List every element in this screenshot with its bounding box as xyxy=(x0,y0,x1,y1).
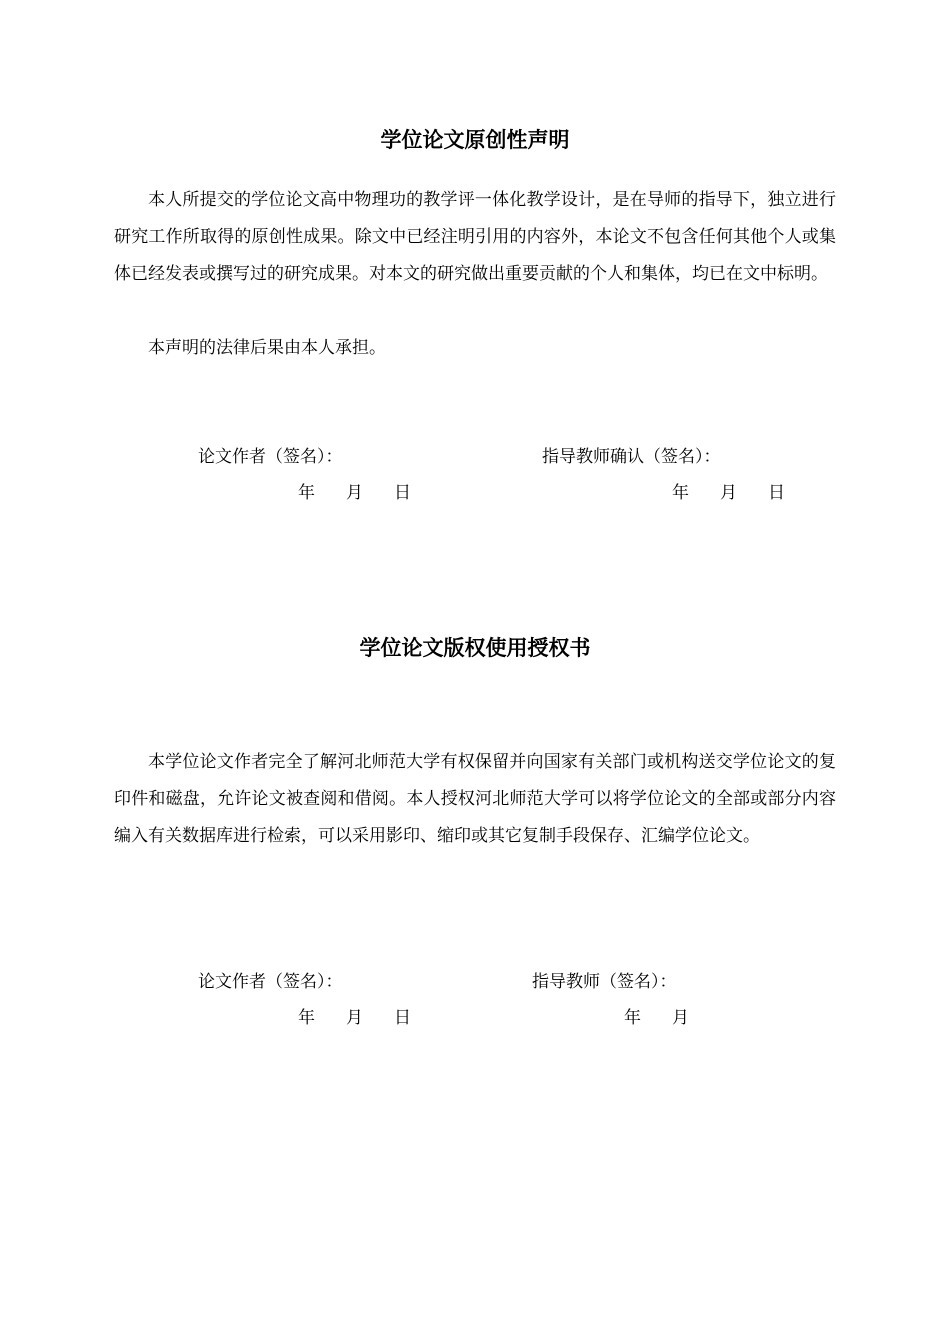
declaration-title: 学位论文原创性声明 xyxy=(380,128,570,152)
date-day: 日 xyxy=(394,483,411,503)
authorization-author-signature-label: 论文作者（签名）： xyxy=(198,972,343,992)
authorization-paragraph: 本学位论文作者完全了解河北师范大学有权保留并向国家有关部门或机构送交学位论文的复印件和磁盘，允许论文被查阅和借阅。本人授权河北师范大学可以将学位论文的全部或部分内容编入有关数据库进行检索，可以采用影印、缩印或其它复制手段保存、汇编学位论文。 xyxy=(114,752,836,846)
date-year: 年 xyxy=(624,1008,641,1028)
declaration-author-signature-label: 论文作者（签名）： xyxy=(198,447,343,467)
date-day: 日 xyxy=(394,1008,411,1028)
date-year: 年 xyxy=(298,483,315,503)
date-year: 年 xyxy=(672,483,689,503)
declaration-paragraph: 本人所提交的学位论文高中物理功的教学评一体化教学设计，是在导师的指导下，独立进行研究工作所取得的原创性成果。除文中已经注明引用的内容外，本论文不包含任何其他个人或集体已经发表或撰写过的研究成果。对本文的研究做出重要贡献的个人和集体，均已在文中标明。 xyxy=(114,190,836,284)
date-month: 月 xyxy=(672,1008,689,1028)
date-month: 月 xyxy=(346,1008,363,1028)
date-month: 月 xyxy=(346,483,363,503)
authorization-title: 学位论文版权使用授权书 xyxy=(359,636,591,660)
declaration-liability-paragraph: 本声明的法律后果由本人承担。 xyxy=(148,338,386,358)
declaration-advisor-signature-label: 指导教师确认（签名）： xyxy=(542,447,721,467)
authorization-advisor-signature-label: 指导教师（签名）： xyxy=(532,972,677,992)
date-month: 月 xyxy=(720,483,737,503)
date-day: 日 xyxy=(768,483,785,503)
date-year: 年 xyxy=(298,1008,315,1028)
